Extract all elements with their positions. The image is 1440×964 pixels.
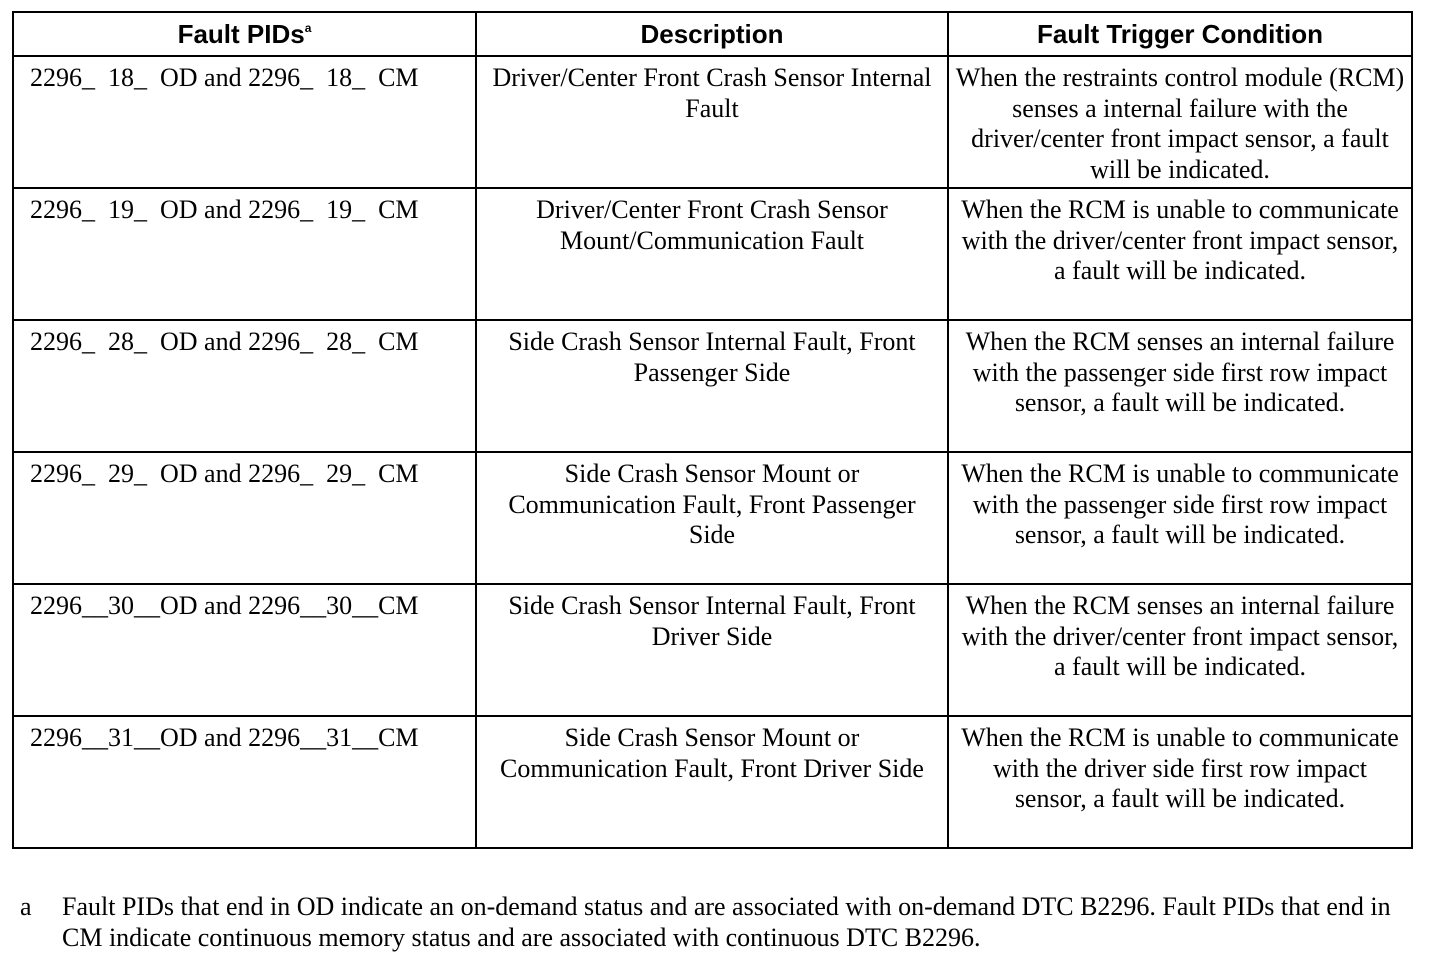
fault-pid-cell: 2296_ 19_ OD and 2296_ 19_ CM xyxy=(13,188,476,320)
header-fault-pids xyxy=(13,12,476,56)
trigger-condition-cell xyxy=(948,716,1412,848)
fault-pid-cell: 2296__30__OD and 2296__30__CM xyxy=(13,584,476,716)
header-fault-pids-label: Fault PIDs xyxy=(177,18,305,49)
table-row xyxy=(13,584,1412,716)
trigger-condition-text: When the RCM is unable to communicate with the driver/center front impact sensor, a fault will be indicated. xyxy=(961,195,1399,285)
table-row xyxy=(13,716,1412,848)
footnote-mark: a xyxy=(20,892,32,921)
description-cell xyxy=(476,56,948,188)
trigger-condition-text: When the restraints control module (RCM) senses a internal failure with the driver/center front impact sensor, a fault will be indicated. xyxy=(955,63,1405,184)
table-row xyxy=(13,188,1412,320)
footnote-reference: a xyxy=(304,20,312,35)
header-description: Description xyxy=(476,12,948,56)
trigger-condition-text: When the RCM senses an internal failure with the driver/center front impact sensor, a fault will be indicated. xyxy=(961,591,1399,681)
description-text: Driver/Center Front Crash Sensor Internal Fault xyxy=(492,63,932,123)
trigger-condition-text: When the RCM is unable to communicate with the driver side first row impact sensor, a fault will be indicated. xyxy=(961,723,1399,813)
description-text: Side Crash Sensor Mount or Communication Fault, Front Driver Side xyxy=(500,723,924,783)
trigger-condition-cell xyxy=(948,584,1412,716)
trigger-condition-cell xyxy=(948,320,1412,452)
description-text: Side Crash Sensor Internal Fault, Front Passenger Side xyxy=(508,327,916,387)
description-text: Side Crash Sensor Mount or Communication Fault, Front Passenger Side xyxy=(508,459,916,549)
trigger-condition-text: When the RCM senses an internal failure with the passenger side first row impact sensor, a fault will be indicated. xyxy=(965,327,1395,417)
trigger-condition-cell xyxy=(948,188,1412,320)
table-row xyxy=(13,320,1412,452)
fault-pid-cell: 2296_ 28_ OD and 2296_ 28_ CM xyxy=(13,320,476,452)
description-text: Driver/Center Front Crash Sensor Mount/Communication Fault xyxy=(536,195,888,255)
description-text: Side Crash Sensor Internal Fault, Front Driver Side xyxy=(508,591,916,651)
trigger-condition-cell xyxy=(948,452,1412,584)
footnote-text: Fault PIDs that end in OD indicate an on-demand status and are associated with on-demand DTC B2296. Fault PIDs that end in CM indicate continuous memory status and are associated with continuous DTC B2296. xyxy=(62,892,1391,952)
fault-pid-cell: 2296__31__OD and 2296__31__CM xyxy=(13,716,476,848)
fault-pid-cell: 2296_ 18_ OD and 2296_ 18_ CM xyxy=(13,56,476,188)
description-cell xyxy=(476,452,948,584)
description-cell xyxy=(476,320,948,452)
description-cell xyxy=(476,188,948,320)
fault-pid-cell: 2296_ 29_ OD and 2296_ 29_ CM xyxy=(13,452,476,584)
footnote xyxy=(20,892,1400,953)
trigger-condition-cell xyxy=(948,56,1412,188)
description-cell xyxy=(476,716,948,848)
table-row xyxy=(13,452,1412,584)
header-trigger-condition: Fault Trigger Condition xyxy=(948,12,1412,56)
table-row xyxy=(13,56,1412,188)
fault-pid-table xyxy=(12,11,1413,849)
table-header-row xyxy=(13,12,1412,56)
description-cell xyxy=(476,584,948,716)
trigger-condition-text: When the RCM is unable to communicate with the passenger side first row impact sensor, a fault will be indicated. xyxy=(961,459,1399,549)
